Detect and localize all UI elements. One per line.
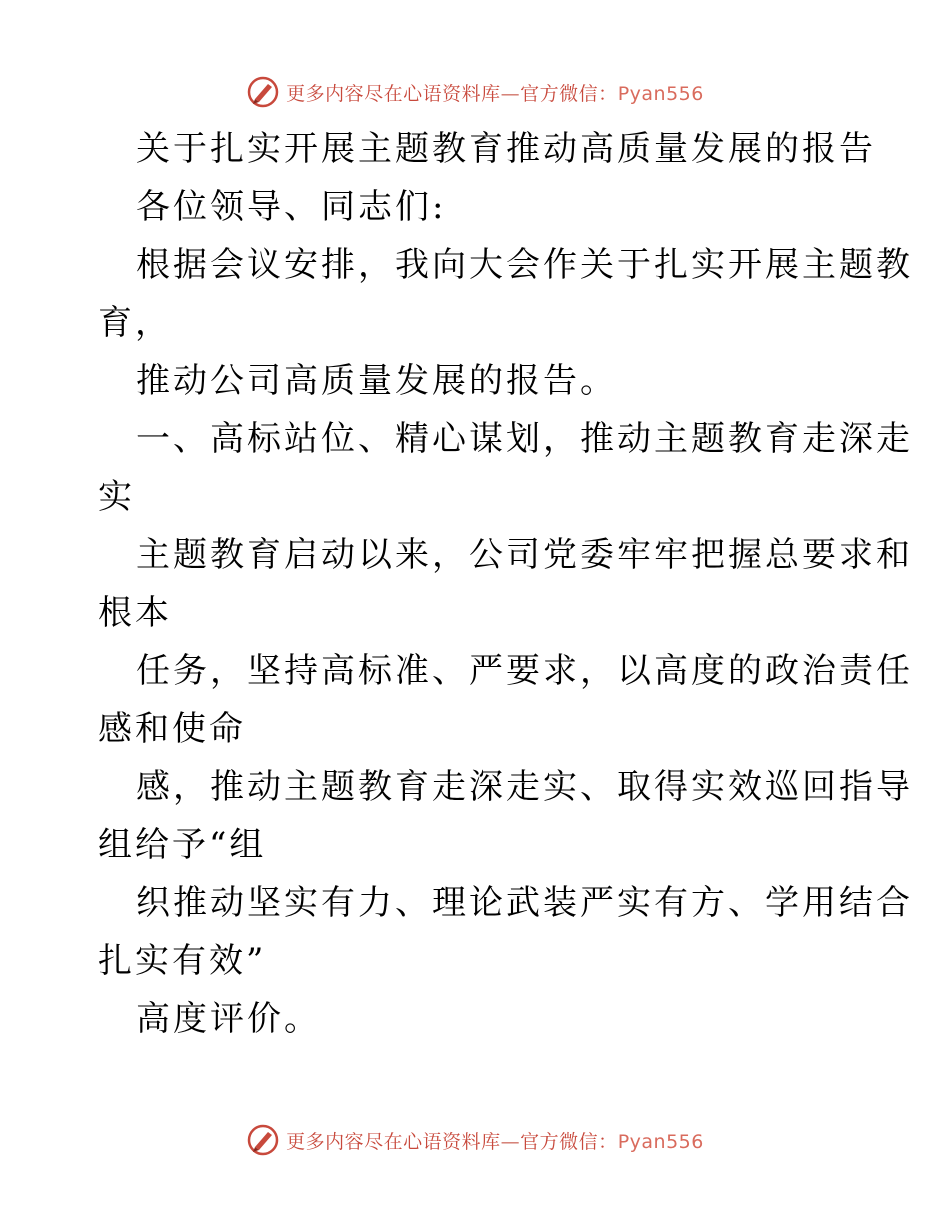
watermark-text (286, 1127, 704, 1154)
pen-logo-icon (246, 75, 280, 109)
paragraph-line: 推动公司高质量发展的报告。 (136, 361, 617, 401)
paragraph-line: 实 (98, 477, 135, 517)
watermark-wechat-id: Pyan556 (617, 1130, 704, 1153)
paragraph-line: 育， (98, 303, 172, 343)
paragraph-line: 感和使命 (98, 709, 246, 749)
paragraph-line: 一、高标站位、精心谋划，推动主题教育走深走 (136, 419, 913, 459)
watermark-suffix: 官方微信： (520, 1130, 618, 1153)
watermark-text (286, 79, 704, 106)
watermark-prefix: 更多内容尽在心语资料库 (286, 1130, 501, 1153)
paragraph-line: 各位领导、同志们: (136, 187, 447, 227)
watermark-wechat-id: Pyan556 (617, 82, 704, 105)
watermark-separator: — (500, 82, 521, 105)
paragraph-line: 组给予“组 (98, 825, 267, 865)
paragraph-line: 任务，坚持高标准、严要求，以高度的政治责任 (136, 651, 913, 691)
footer-watermark (0, 1120, 950, 1160)
paragraph-line: 高度评价。 (136, 999, 321, 1039)
document-body (98, 120, 913, 1048)
watermark-suffix: 官方微信： (520, 82, 618, 105)
paragraph-line: 主题教育启动以来，公司党委牢牢把握总要求和 (136, 535, 913, 575)
watermark-separator: — (500, 1130, 521, 1153)
paragraph-line: 织推动坚实有力、理论武装严实有方、学用结合 (136, 883, 913, 923)
watermark-prefix: 更多内容尽在心语资料库 (286, 82, 501, 105)
paragraph-line: 根本 (98, 593, 172, 633)
paragraph-line: 感，推动主题教育走深走实、取得实效巡回指导 (136, 767, 913, 807)
header-watermark (0, 72, 950, 112)
paragraph-line: 扎实有效” (98, 941, 267, 981)
paragraph-line: 关于扎实开展主题教育推动高质量发展的报告 (136, 129, 876, 169)
paragraph-line: 根据会议安排，我向大会作关于扎实开展主题教 (136, 245, 913, 285)
pen-logo-icon (246, 1123, 280, 1157)
